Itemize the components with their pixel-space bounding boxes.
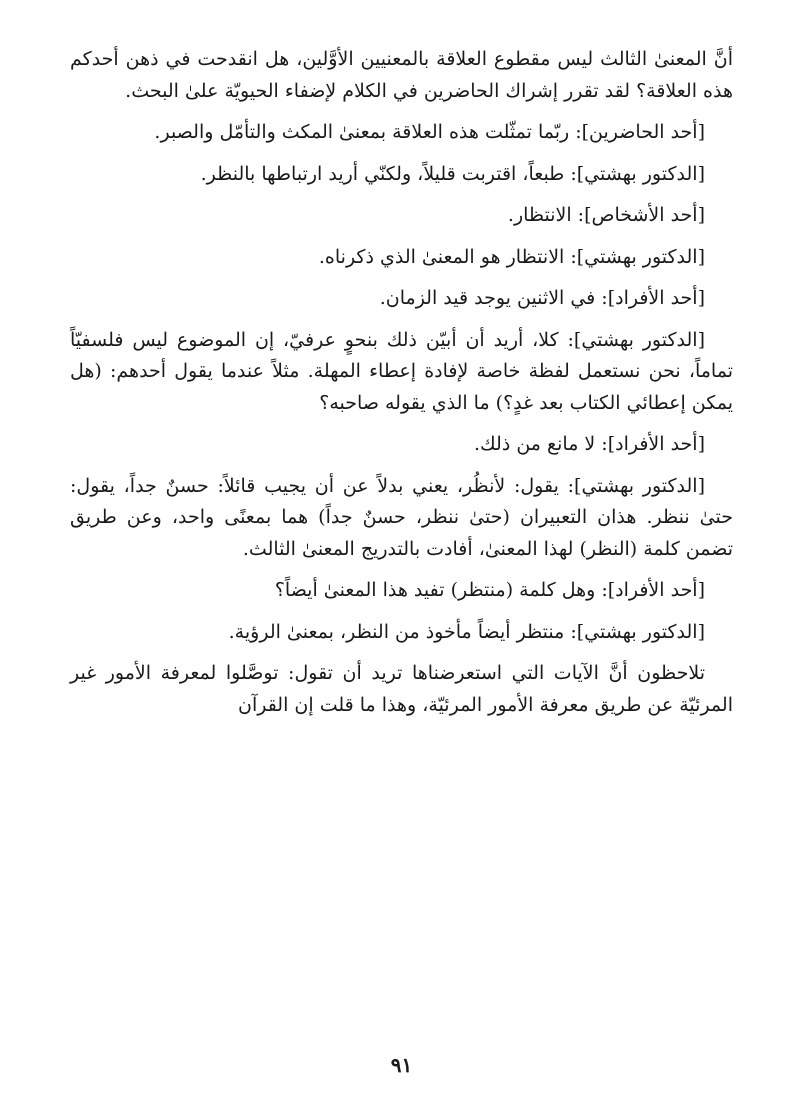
- paragraph-beheshti-2: [الدكتور بهشتي]: الانتظار هو المعنىٰ الذي ذكرناه.: [318, 245, 705, 268]
- paragraph-audience-3: [أحد الأفراد]: في الاثنين يوجد قيد الزمان.: [379, 287, 705, 309]
- body-text: [70, 44, 733, 731]
- paragraph-audience-4: [أحد الأفراد]: لا مانع من ذلك.: [474, 433, 705, 455]
- paragraph-beheshti-5: [الدكتور بهشتي]: منتظر أيضاً مأخوذ من النظر، بمعنىٰ الرؤية.: [228, 620, 705, 643]
- paragraph-audience-5: [أحد الأفراد]: وهل كلمة (منتظر) تفيد هذا المعنىٰ أيضاً؟: [274, 579, 705, 601]
- paragraph-audience-2: [أحد الأشخاص]: الانتظار.: [507, 204, 705, 226]
- paragraph-beheshti-1: [الدكتور بهشتي]: طبعاً، اقتربت قليلاً، ولكنّي أريد ارتباطها بالنظر.: [200, 162, 705, 185]
- paragraph-closing: تلاحظون أنَّ الآيات التي استعرضناها تريد أن تقول: توصَّلوا لمعرفة الأمور غير المرئيّة عن طريق معرفة الأمور المرئيّة، وهذا ما قلت إن القرآن: [70, 662, 733, 716]
- paragraph-continuation: أنَّ المعنىٰ الثالث ليس مقطوع العلاقة بالمعنيين الأوَّلين، هل انقدحت في ذهن أحدكم هذه العلاقة؟ لقد تقرر إشراك الحاضرين في الكلام لإضفاء الحيويّة علىٰ البحث.: [70, 48, 733, 102]
- page-number: ٩١: [390, 1053, 413, 1077]
- paragraph-beheshti-3: [الدكتور بهشتي]: كلا، أريد أن أبيّن ذلك بنحوٍ عرفيّ، إن الموضوع ليس فلسفيّاً تماماً، نحن نستعمل لفظة خاصة لإفادة إعطاء المهلة. مثلاً عندما يقول أحدهم: (هل يمكن إعطائي الكتاب بعد غدٍ؟) ما الذي يقوله صاحبه؟: [70, 328, 733, 414]
- paragraph-beheshti-4: [الدكتور بهشتي]: يقول: لأنظُر، يعني بدلاً عن أن يجيب قائلاً: حسنٌ جداً، يقول: حتىٰ ننظر. هذان التعبيران (حتىٰ ننظر، حسنٌ جداً) هما بمعنًى واحد، وعن طريق تضمن كلمة (النظر) لهذا المعنىٰ، أفادت بالتدريج المعنىٰ الثالث.: [70, 474, 733, 560]
- paragraph-audience-1: [أحد الحاضرين]: ربّما تمثّلت هذه العلاقة بمعنىٰ المكث والتأمّل والصبر.: [154, 121, 705, 143]
